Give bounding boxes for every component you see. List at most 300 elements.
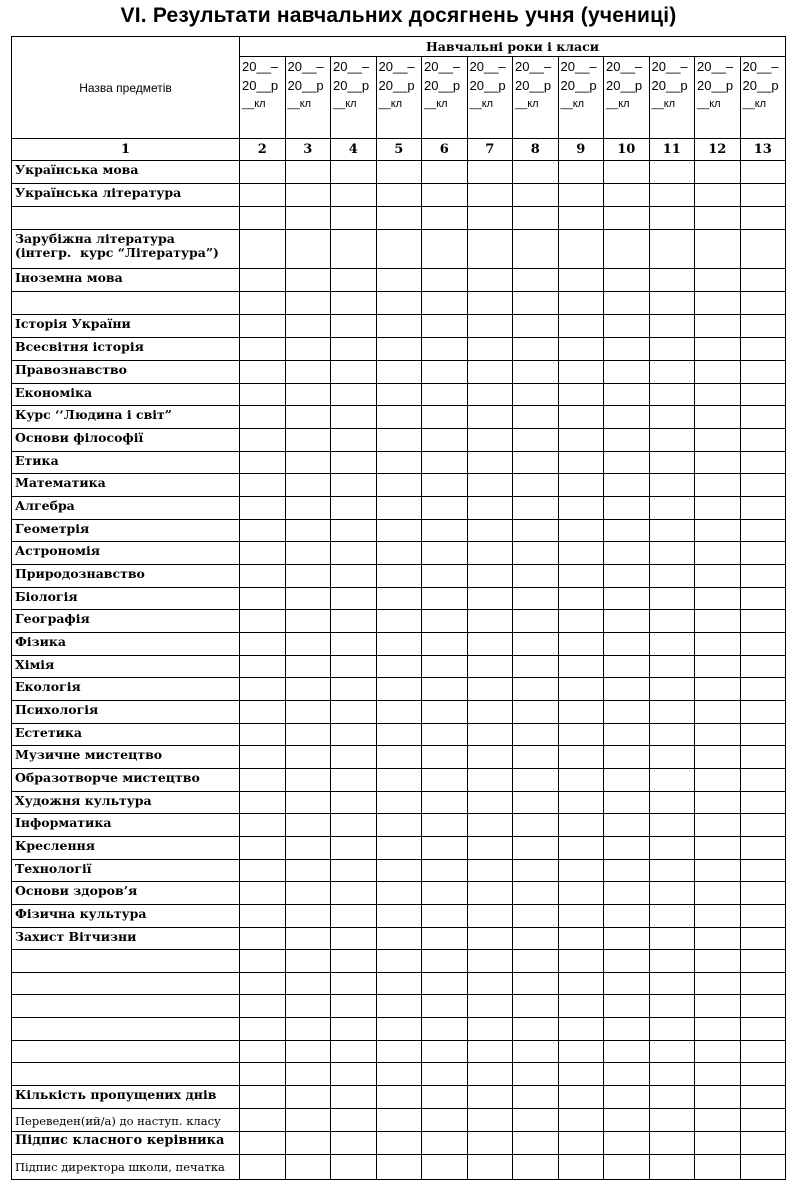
grade-cell[interactable] bbox=[558, 161, 604, 184]
grade-cell[interactable] bbox=[240, 1018, 286, 1041]
grade-cell[interactable] bbox=[285, 837, 331, 860]
grade-cell[interactable] bbox=[467, 184, 513, 207]
grade-cell[interactable] bbox=[649, 588, 695, 610]
grade-cell[interactable] bbox=[604, 814, 650, 837]
grade-cell[interactable] bbox=[422, 746, 468, 769]
grade-cell[interactable] bbox=[331, 701, 377, 724]
grade-cell[interactable] bbox=[740, 292, 786, 315]
grade-cell[interactable] bbox=[285, 406, 331, 429]
grade-cell[interactable] bbox=[513, 588, 559, 610]
grade-cell[interactable] bbox=[558, 565, 604, 588]
grade-cell[interactable] bbox=[604, 701, 650, 724]
grade-cell[interactable] bbox=[376, 814, 422, 837]
grade-cell[interactable] bbox=[649, 207, 695, 230]
grade-cell[interactable] bbox=[513, 338, 559, 361]
year-class-cell[interactable] bbox=[240, 57, 286, 139]
grade-cell[interactable] bbox=[240, 792, 286, 814]
grade-cell[interactable] bbox=[740, 384, 786, 406]
grade-cell[interactable] bbox=[285, 950, 331, 973]
grade-cell[interactable] bbox=[513, 384, 559, 406]
grade-cell[interactable] bbox=[604, 361, 650, 384]
grade-cell[interactable] bbox=[331, 882, 377, 905]
grade-cell[interactable] bbox=[422, 315, 468, 338]
grade-cell[interactable] bbox=[649, 406, 695, 429]
grade-cell[interactable] bbox=[513, 610, 559, 633]
grade-cell[interactable] bbox=[376, 1086, 422, 1109]
grade-cell[interactable] bbox=[604, 973, 650, 995]
grade-cell[interactable] bbox=[285, 338, 331, 361]
grade-cell[interactable] bbox=[513, 207, 559, 230]
grade-cell[interactable] bbox=[331, 520, 377, 542]
grade-cell[interactable] bbox=[649, 1041, 695, 1063]
grade-cell[interactable] bbox=[331, 429, 377, 452]
grade-cell[interactable] bbox=[558, 1063, 604, 1086]
grade-cell[interactable] bbox=[467, 474, 513, 497]
grade-cell[interactable] bbox=[558, 588, 604, 610]
grade-cell[interactable] bbox=[649, 701, 695, 724]
grade-cell[interactable] bbox=[695, 588, 741, 610]
grade-cell[interactable] bbox=[649, 678, 695, 701]
grade-cell[interactable] bbox=[285, 230, 331, 269]
grade-cell[interactable] bbox=[695, 1041, 741, 1063]
grade-cell[interactable] bbox=[285, 769, 331, 792]
grade-cell[interactable] bbox=[331, 1018, 377, 1041]
grade-cell[interactable] bbox=[285, 1109, 331, 1132]
grade-cell[interactable] bbox=[604, 207, 650, 230]
grade-cell[interactable] bbox=[695, 1018, 741, 1041]
grade-cell[interactable] bbox=[513, 452, 559, 474]
grade-cell[interactable] bbox=[240, 520, 286, 542]
grade-cell[interactable] bbox=[558, 814, 604, 837]
grade-cell[interactable] bbox=[422, 837, 468, 860]
grade-cell[interactable] bbox=[376, 950, 422, 973]
grade-cell[interactable] bbox=[604, 1063, 650, 1086]
grade-cell[interactable] bbox=[695, 542, 741, 565]
grade-cell[interactable] bbox=[376, 315, 422, 338]
grade-cell[interactable] bbox=[331, 542, 377, 565]
grade-cell[interactable] bbox=[467, 1063, 513, 1086]
grade-cell[interactable] bbox=[558, 452, 604, 474]
grade-cell[interactable] bbox=[467, 429, 513, 452]
grade-cell[interactable] bbox=[467, 928, 513, 950]
grade-cell[interactable] bbox=[513, 882, 559, 905]
grade-cell[interactable] bbox=[740, 905, 786, 928]
grade-cell[interactable] bbox=[331, 292, 377, 315]
grade-cell[interactable] bbox=[285, 542, 331, 565]
grade-cell[interactable] bbox=[513, 184, 559, 207]
grade-cell[interactable] bbox=[695, 184, 741, 207]
grade-cell[interactable] bbox=[513, 905, 559, 928]
grade-cell[interactable] bbox=[285, 207, 331, 230]
grade-cell[interactable] bbox=[649, 995, 695, 1018]
grade-cell[interactable] bbox=[467, 837, 513, 860]
grade-cell[interactable] bbox=[285, 860, 331, 882]
grade-cell[interactable] bbox=[604, 497, 650, 520]
grade-cell[interactable] bbox=[467, 656, 513, 678]
grade-cell[interactable] bbox=[376, 1155, 422, 1180]
grade-cell[interactable] bbox=[240, 1132, 286, 1155]
grade-cell[interactable] bbox=[695, 656, 741, 678]
grade-cell[interactable] bbox=[467, 792, 513, 814]
grade-cell[interactable] bbox=[513, 724, 559, 746]
grade-cell[interactable] bbox=[695, 1109, 741, 1132]
grade-cell[interactable] bbox=[695, 429, 741, 452]
grade-cell[interactable] bbox=[331, 656, 377, 678]
grade-cell[interactable] bbox=[422, 207, 468, 230]
grade-cell[interactable] bbox=[604, 792, 650, 814]
grade-cell[interactable] bbox=[649, 746, 695, 769]
grade-cell[interactable] bbox=[331, 1063, 377, 1086]
grade-cell[interactable] bbox=[649, 161, 695, 184]
year-class-cell[interactable] bbox=[285, 57, 331, 139]
grade-cell[interactable] bbox=[467, 269, 513, 292]
grade-cell[interactable] bbox=[604, 315, 650, 338]
grade-cell[interactable] bbox=[240, 882, 286, 905]
grade-cell[interactable] bbox=[422, 588, 468, 610]
grade-cell[interactable] bbox=[467, 860, 513, 882]
grade-cell[interactable] bbox=[467, 230, 513, 269]
year-class-cell[interactable] bbox=[649, 57, 695, 139]
grade-cell[interactable] bbox=[467, 814, 513, 837]
grade-cell[interactable] bbox=[331, 1109, 377, 1132]
grade-cell[interactable] bbox=[740, 724, 786, 746]
grade-cell[interactable] bbox=[740, 520, 786, 542]
grade-cell[interactable] bbox=[240, 315, 286, 338]
grade-cell[interactable] bbox=[422, 701, 468, 724]
grade-cell[interactable] bbox=[467, 973, 513, 995]
grade-cell[interactable] bbox=[376, 610, 422, 633]
grade-cell[interactable] bbox=[604, 610, 650, 633]
grade-cell[interactable] bbox=[695, 792, 741, 814]
grade-cell[interactable] bbox=[240, 1155, 286, 1180]
grade-cell[interactable] bbox=[376, 1018, 422, 1041]
grade-cell[interactable] bbox=[285, 973, 331, 995]
grade-cell[interactable] bbox=[649, 542, 695, 565]
grade-cell[interactable] bbox=[240, 384, 286, 406]
grade-cell[interactable] bbox=[740, 338, 786, 361]
grade-cell[interactable] bbox=[649, 384, 695, 406]
grade-cell[interactable] bbox=[604, 769, 650, 792]
grade-cell[interactable] bbox=[240, 161, 286, 184]
grade-cell[interactable] bbox=[240, 928, 286, 950]
grade-cell[interactable] bbox=[285, 1063, 331, 1086]
grade-cell[interactable] bbox=[467, 678, 513, 701]
grade-cell[interactable] bbox=[285, 361, 331, 384]
grade-cell[interactable] bbox=[558, 406, 604, 429]
grade-cell[interactable] bbox=[695, 950, 741, 973]
grade-cell[interactable] bbox=[604, 269, 650, 292]
grade-cell[interactable] bbox=[558, 995, 604, 1018]
year-class-cell[interactable] bbox=[604, 57, 650, 139]
grade-cell[interactable] bbox=[558, 905, 604, 928]
grade-cell[interactable] bbox=[376, 384, 422, 406]
grade-cell[interactable] bbox=[331, 792, 377, 814]
grade-cell[interactable] bbox=[331, 338, 377, 361]
grade-cell[interactable] bbox=[285, 678, 331, 701]
grade-cell[interactable] bbox=[740, 860, 786, 882]
grade-cell[interactable] bbox=[695, 338, 741, 361]
grade-cell[interactable] bbox=[285, 474, 331, 497]
grade-cell[interactable] bbox=[695, 1086, 741, 1109]
grade-cell[interactable] bbox=[740, 792, 786, 814]
grade-cell[interactable] bbox=[422, 384, 468, 406]
grade-cell[interactable] bbox=[695, 565, 741, 588]
grade-cell[interactable] bbox=[604, 656, 650, 678]
grade-cell[interactable] bbox=[240, 950, 286, 973]
grade-cell[interactable] bbox=[285, 724, 331, 746]
grade-cell[interactable] bbox=[285, 814, 331, 837]
grade-cell[interactable] bbox=[558, 384, 604, 406]
grade-cell[interactable] bbox=[695, 1063, 741, 1086]
grade-cell[interactable] bbox=[513, 837, 559, 860]
grade-cell[interactable] bbox=[695, 905, 741, 928]
grade-cell[interactable] bbox=[604, 230, 650, 269]
grade-cell[interactable] bbox=[513, 769, 559, 792]
grade-cell[interactable] bbox=[604, 1109, 650, 1132]
grade-cell[interactable] bbox=[740, 474, 786, 497]
grade-cell[interactable] bbox=[558, 928, 604, 950]
grade-cell[interactable] bbox=[740, 656, 786, 678]
grade-cell[interactable] bbox=[649, 315, 695, 338]
grade-cell[interactable] bbox=[558, 1086, 604, 1109]
grade-cell[interactable] bbox=[740, 610, 786, 633]
grade-cell[interactable] bbox=[240, 860, 286, 882]
grade-cell[interactable] bbox=[376, 882, 422, 905]
grade-cell[interactable] bbox=[331, 610, 377, 633]
grade-cell[interactable] bbox=[467, 1155, 513, 1180]
grade-cell[interactable] bbox=[285, 656, 331, 678]
grade-cell[interactable] bbox=[422, 656, 468, 678]
grade-cell[interactable] bbox=[604, 338, 650, 361]
grade-cell[interactable] bbox=[331, 452, 377, 474]
grade-cell[interactable] bbox=[513, 1155, 559, 1180]
grade-cell[interactable] bbox=[513, 565, 559, 588]
grade-cell[interactable] bbox=[740, 814, 786, 837]
grade-cell[interactable] bbox=[240, 1063, 286, 1086]
grade-cell[interactable] bbox=[513, 656, 559, 678]
grade-cell[interactable] bbox=[285, 905, 331, 928]
grade-cell[interactable] bbox=[376, 860, 422, 882]
grade-cell[interactable] bbox=[285, 1041, 331, 1063]
grade-cell[interactable] bbox=[558, 678, 604, 701]
grade-cell[interactable] bbox=[376, 1041, 422, 1063]
grade-cell[interactable] bbox=[376, 429, 422, 452]
grade-cell[interactable] bbox=[467, 497, 513, 520]
grade-cell[interactable] bbox=[240, 361, 286, 384]
grade-cell[interactable] bbox=[240, 724, 286, 746]
grade-cell[interactable] bbox=[376, 769, 422, 792]
grade-cell[interactable] bbox=[513, 429, 559, 452]
grade-cell[interactable] bbox=[649, 860, 695, 882]
year-class-cell[interactable] bbox=[376, 57, 422, 139]
grade-cell[interactable] bbox=[695, 452, 741, 474]
grade-cell[interactable] bbox=[376, 701, 422, 724]
grade-cell[interactable] bbox=[740, 184, 786, 207]
grade-cell[interactable] bbox=[740, 1109, 786, 1132]
grade-cell[interactable] bbox=[467, 610, 513, 633]
grade-cell[interactable] bbox=[240, 338, 286, 361]
grade-cell[interactable] bbox=[740, 542, 786, 565]
grade-cell[interactable] bbox=[649, 973, 695, 995]
grade-cell[interactable] bbox=[422, 995, 468, 1018]
grade-cell[interactable] bbox=[649, 1018, 695, 1041]
grade-cell[interactable] bbox=[513, 1041, 559, 1063]
grade-cell[interactable] bbox=[240, 207, 286, 230]
grade-cell[interactable] bbox=[740, 497, 786, 520]
grade-cell[interactable] bbox=[558, 610, 604, 633]
grade-cell[interactable] bbox=[331, 565, 377, 588]
grade-cell[interactable] bbox=[695, 406, 741, 429]
grade-cell[interactable] bbox=[740, 207, 786, 230]
grade-cell[interactable] bbox=[331, 769, 377, 792]
grade-cell[interactable] bbox=[649, 905, 695, 928]
grade-cell[interactable] bbox=[376, 588, 422, 610]
grade-cell[interactable] bbox=[376, 1132, 422, 1155]
grade-cell[interactable] bbox=[649, 882, 695, 905]
grade-cell[interactable] bbox=[467, 701, 513, 724]
grade-cell[interactable] bbox=[331, 724, 377, 746]
grade-cell[interactable] bbox=[513, 520, 559, 542]
grade-cell[interactable] bbox=[422, 269, 468, 292]
grade-cell[interactable] bbox=[331, 928, 377, 950]
grade-cell[interactable] bbox=[558, 860, 604, 882]
grade-cell[interactable] bbox=[740, 429, 786, 452]
grade-cell[interactable] bbox=[513, 361, 559, 384]
grade-cell[interactable] bbox=[285, 882, 331, 905]
grade-cell[interactable] bbox=[558, 882, 604, 905]
grade-cell[interactable] bbox=[740, 588, 786, 610]
grade-cell[interactable] bbox=[240, 565, 286, 588]
grade-cell[interactable] bbox=[740, 1132, 786, 1155]
grade-cell[interactable] bbox=[240, 230, 286, 269]
grade-cell[interactable] bbox=[558, 1132, 604, 1155]
grade-cell[interactable] bbox=[558, 837, 604, 860]
grade-cell[interactable] bbox=[513, 1132, 559, 1155]
grade-cell[interactable] bbox=[513, 792, 559, 814]
grade-cell[interactable] bbox=[285, 269, 331, 292]
grade-cell[interactable] bbox=[467, 769, 513, 792]
grade-cell[interactable] bbox=[285, 315, 331, 338]
grade-cell[interactable] bbox=[558, 315, 604, 338]
grade-cell[interactable] bbox=[467, 905, 513, 928]
grade-cell[interactable] bbox=[604, 384, 650, 406]
grade-cell[interactable] bbox=[558, 769, 604, 792]
grade-cell[interactable] bbox=[740, 452, 786, 474]
year-class-cell[interactable] bbox=[422, 57, 468, 139]
grade-cell[interactable] bbox=[695, 315, 741, 338]
grade-cell[interactable] bbox=[558, 724, 604, 746]
grade-cell[interactable] bbox=[331, 1041, 377, 1063]
grade-cell[interactable] bbox=[376, 497, 422, 520]
grade-cell[interactable] bbox=[695, 520, 741, 542]
grade-cell[interactable] bbox=[695, 161, 741, 184]
grade-cell[interactable] bbox=[740, 161, 786, 184]
grade-cell[interactable] bbox=[558, 1109, 604, 1132]
grade-cell[interactable] bbox=[695, 269, 741, 292]
grade-cell[interactable] bbox=[467, 452, 513, 474]
grade-cell[interactable] bbox=[331, 230, 377, 269]
grade-cell[interactable] bbox=[376, 995, 422, 1018]
grade-cell[interactable] bbox=[240, 656, 286, 678]
grade-cell[interactable] bbox=[649, 837, 695, 860]
grade-cell[interactable] bbox=[376, 837, 422, 860]
grade-cell[interactable] bbox=[422, 814, 468, 837]
grade-cell[interactable] bbox=[649, 792, 695, 814]
grade-cell[interactable] bbox=[649, 184, 695, 207]
grade-cell[interactable] bbox=[604, 995, 650, 1018]
grade-cell[interactable] bbox=[649, 950, 695, 973]
grade-cell[interactable] bbox=[740, 230, 786, 269]
grade-cell[interactable] bbox=[649, 724, 695, 746]
grade-cell[interactable] bbox=[649, 565, 695, 588]
grade-cell[interactable] bbox=[558, 520, 604, 542]
grade-cell[interactable] bbox=[422, 792, 468, 814]
grade-cell[interactable] bbox=[422, 361, 468, 384]
grade-cell[interactable] bbox=[695, 292, 741, 315]
grade-cell[interactable] bbox=[285, 588, 331, 610]
grade-cell[interactable] bbox=[695, 207, 741, 230]
grade-cell[interactable] bbox=[376, 633, 422, 656]
grade-cell[interactable] bbox=[604, 588, 650, 610]
grade-cell[interactable] bbox=[513, 633, 559, 656]
grade-cell[interactable] bbox=[376, 292, 422, 315]
grade-cell[interactable] bbox=[558, 230, 604, 269]
grade-cell[interactable] bbox=[285, 1155, 331, 1180]
grade-cell[interactable] bbox=[467, 1086, 513, 1109]
grade-cell[interactable] bbox=[422, 950, 468, 973]
grade-cell[interactable] bbox=[285, 292, 331, 315]
grade-cell[interactable] bbox=[604, 161, 650, 184]
grade-cell[interactable] bbox=[331, 406, 377, 429]
grade-cell[interactable] bbox=[695, 361, 741, 384]
grade-cell[interactable] bbox=[513, 497, 559, 520]
grade-cell[interactable] bbox=[740, 1063, 786, 1086]
grade-cell[interactable] bbox=[376, 269, 422, 292]
grade-cell[interactable] bbox=[285, 995, 331, 1018]
grade-cell[interactable] bbox=[467, 1041, 513, 1063]
grade-cell[interactable] bbox=[558, 474, 604, 497]
grade-cell[interactable] bbox=[649, 814, 695, 837]
grade-cell[interactable] bbox=[513, 161, 559, 184]
grade-cell[interactable] bbox=[422, 1086, 468, 1109]
grade-cell[interactable] bbox=[604, 1155, 650, 1180]
grade-cell[interactable] bbox=[331, 1155, 377, 1180]
grade-cell[interactable] bbox=[558, 207, 604, 230]
grade-cell[interactable] bbox=[285, 928, 331, 950]
grade-cell[interactable] bbox=[285, 610, 331, 633]
grade-cell[interactable] bbox=[649, 474, 695, 497]
grade-cell[interactable] bbox=[422, 1109, 468, 1132]
grade-cell[interactable] bbox=[285, 1132, 331, 1155]
grade-cell[interactable] bbox=[376, 406, 422, 429]
grade-cell[interactable] bbox=[604, 928, 650, 950]
grade-cell[interactable] bbox=[513, 860, 559, 882]
grade-cell[interactable] bbox=[240, 292, 286, 315]
grade-cell[interactable] bbox=[331, 269, 377, 292]
grade-cell[interactable] bbox=[422, 452, 468, 474]
grade-cell[interactable] bbox=[604, 292, 650, 315]
grade-cell[interactable] bbox=[695, 497, 741, 520]
grade-cell[interactable] bbox=[285, 429, 331, 452]
grade-cell[interactable] bbox=[740, 928, 786, 950]
grade-cell[interactable] bbox=[558, 792, 604, 814]
grade-cell[interactable] bbox=[376, 184, 422, 207]
grade-cell[interactable] bbox=[513, 928, 559, 950]
grade-cell[interactable] bbox=[285, 565, 331, 588]
grade-cell[interactable] bbox=[467, 161, 513, 184]
grade-cell[interactable] bbox=[467, 384, 513, 406]
grade-cell[interactable] bbox=[513, 950, 559, 973]
